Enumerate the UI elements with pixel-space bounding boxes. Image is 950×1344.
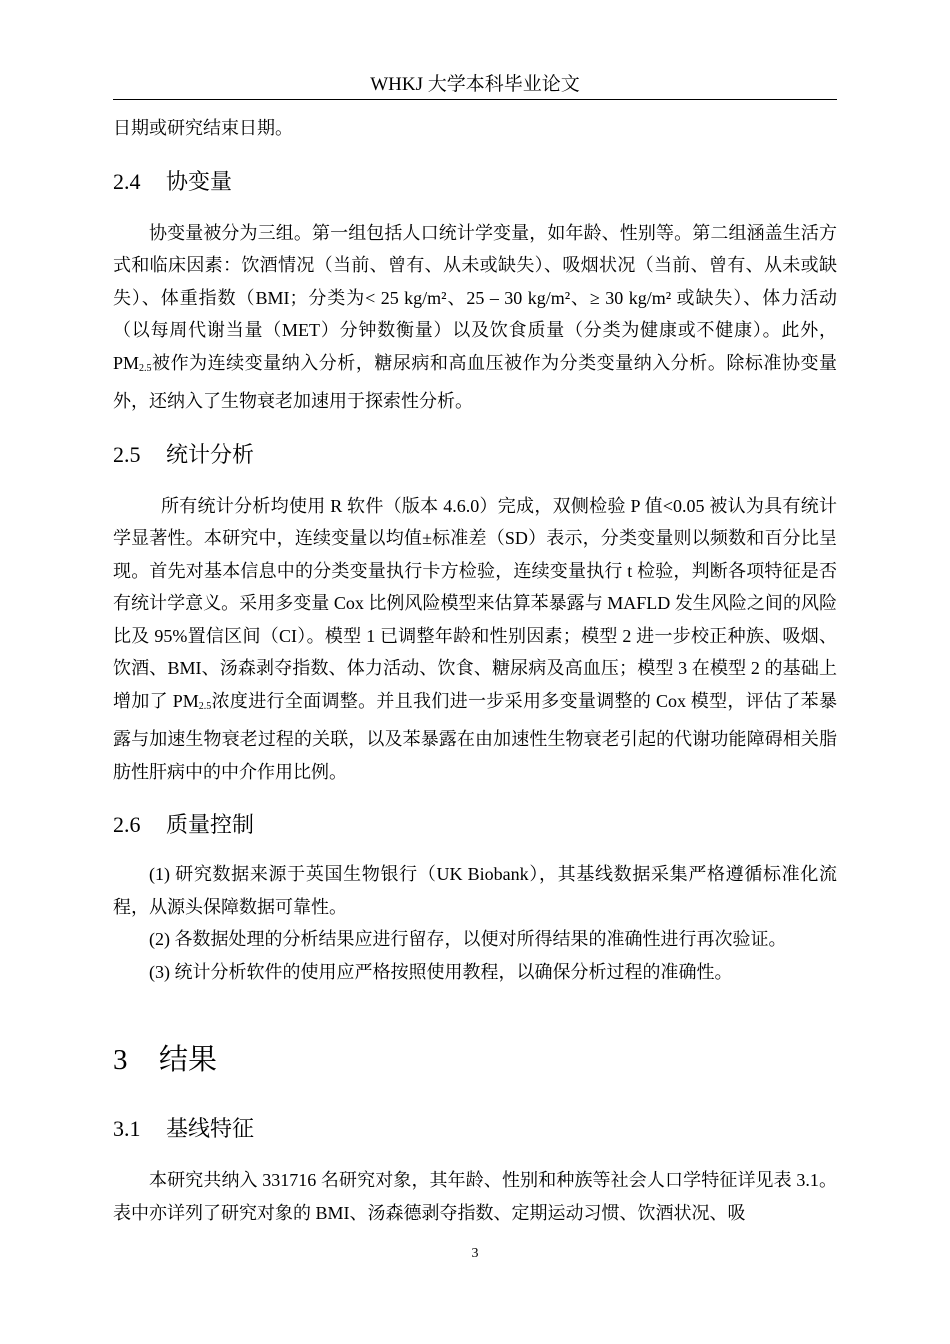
running-header: WHKJ 大学本科毕业论文 [370,74,580,95]
paragraph-text: 浓度进行全面调整。并且我们进一步采用多变量调整的 Cox 模型，评估了苯暴露与加速生物衰老过程的关联，以及苯暴露在由加速性生物衰老引起的代谢功能障碍相关脂肪性肝病中的中介作用比例。 [113,690,837,782]
quality-control-list [113,858,837,988]
chapter-title: 结果 [159,1044,218,1076]
page-number: 3 [471,1246,479,1261]
paragraph-text: 所有统计分析均使用 R 软件（版本 4.6.0）完成，双侧检验 P 值<0.05 被认为具有统计学显著性。本研究中，连续变量以均值±标准差（SD）表示，分类变量则以频数和百分比呈现。首先对基本信息中的分类变量执行卡方检验，连续变量执行 t 检验，判断各项特征是否有统计学意义。采用多变量 Cox 比例风险模型来估算苯暴露与 MAFLD 发生风险之间的风险比及 95%置信区间（CI）。模型 1 已调整年龄和性别因素；模型 2 进一步校正种族、吸烟、饮酒、BMI、汤森剥夺指数、体力活动、饮食、糖尿病及高血压；模型 3 在模型 2 的基础上增加了 PM [113,495,837,711]
section-title: 协变量 [166,168,233,194]
page-content [113,112,837,1229]
subscript: 2.5 [198,700,212,712]
list-item: (2) 各数据处理的分析结果应进行留存，以便对所得结果的准确性进行再次验证。 [149,929,787,949]
section-title: 基线特征 [166,1116,255,1141]
subscript: 2.5 [139,362,152,374]
section-heading-2-6 [113,810,837,840]
section-number: 2.5 [113,441,141,467]
section-heading-2-4 [113,167,837,197]
list-item: (1) 研究数据来源于英国生物银行（UK Biobank），其基线数据采集严格遵循标准化流程，从源头保障数据可靠性。 [113,864,837,917]
paragraph-text: 被作为连续变量纳入分析，糖尿病和高血压被作为分类变量纳入分析。除标准协变量外，还纳入了生物衰老加速用于探索性分析。 [113,352,837,411]
list-item: (3) 统计分析软件的使用应严格按照使用教程，以确保分析过程的准确性。 [149,961,733,982]
section-title: 统计分析 [166,441,255,467]
continuation-text: 日期或研究结束日期。 [113,118,293,138]
baseline-paragraph: 本研究共纳入 331716 名研究对象，其年龄、性别和种族等社会人口学特征详见表 3.1。表中亦详列了研究对象的 BMI、汤森德剥夺指数、定期运动习惯、饮酒状况、吸 [113,1170,837,1223]
section-title: 质量控制 [166,812,255,837]
chapter-number: 3 [113,1044,128,1076]
section-number: 3.1 [113,1116,141,1141]
section-number: 2.4 [113,168,141,194]
chapter-heading-3 [113,1040,837,1080]
statistics-paragraph [113,490,837,789]
section-number: 2.6 [113,812,141,837]
section-heading-2-5 [113,440,837,470]
header-rule [113,99,837,100]
paragraph-text: 协变量被分为三组。第一组包括人口统计学变量，如年龄、性别等。第二组涵盖生活方式和临床因素：饮酒情况（当前、曾有、从未或缺失）、吸烟状况（当前、曾有、从未或缺失）、体重指数（BMI；分类为< 25 kg/m²、25 – 30 kg/m²、≥ 30 kg/m² 或缺失）、体力活动（以每周代谢当量（MET）分钟数衡量）以及饮食质量（分类为健康或不健康）。此外，PM [113,222,837,373]
section-heading-3-1 [113,1114,837,1144]
covariates-paragraph [113,217,837,418]
